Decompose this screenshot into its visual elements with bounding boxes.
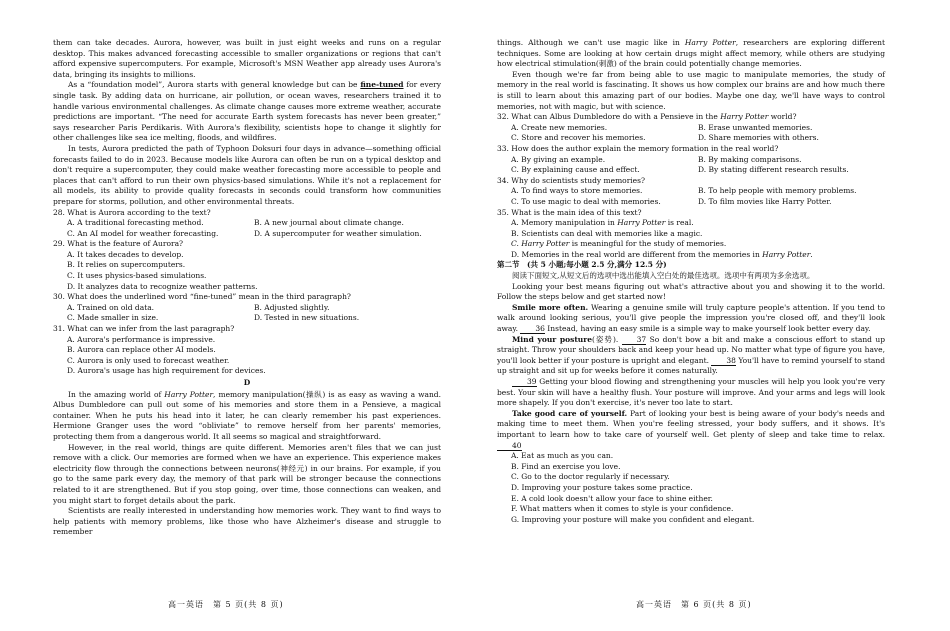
question-33-options: [497, 155, 885, 176]
option: A. A traditional forecasting method.: [67, 218, 204, 228]
option: C. By explaining cause and effect.: [511, 165, 640, 175]
option: D. Share memories with others.: [698, 133, 819, 143]
question-35-options: [497, 218, 885, 260]
question-35: 35. What is the main idea of this text?: [497, 207, 642, 217]
question-31: 31. What can we infer from the last paragraph?: [53, 324, 235, 334]
gap-fill-paragraph: Take good care of yourself. Part of looking your best is being aware of your body's needs and making time to meet them. When you're feeling stressed, your body suffers, and it shows. It's important to learn how to take care of yourself well. Get plenty of sleep and take time to relax. 40: [497, 408, 885, 450]
right-column: [497, 38, 885, 525]
question-30-options: [53, 303, 441, 324]
gap-fill-paragraph: Looking your best means figuring out what's attractive about you and showing it to the world. Follow the steps below and get started now!: [497, 281, 885, 302]
option: A. By giving an example.: [511, 154, 606, 164]
option: C. To use magic to deal with memories.: [511, 196, 661, 206]
question-30: 30. What does the underlined word “fine-tuned” mean in the third paragraph?: [53, 292, 351, 302]
underlined-word: fine-tuned: [360, 80, 404, 90]
gap-option: D. Improving your posture takes some practice.: [511, 482, 693, 492]
question-32: 32. What can Albus Dumbledore do with a Pensieve in the Harry Potter world?: [497, 112, 797, 122]
option: A. Create new memories.: [511, 122, 608, 132]
passage-c-paragraph: them can take decades. Aurora, however, was built in just eight weeks and runs on a regular desktop. This makes advanced forecasting accessible to smaller organizations or regions that can't afford expensive supercomputers. For example, Microsoft's MSN Weather app already uses Aurora's data, bringing its insights to millions.: [53, 38, 441, 79]
passage-d-label: D: [243, 378, 251, 387]
option: C. Store and recover his memories.: [511, 133, 646, 143]
passage-c-paragraph: In tests, Aurora predicted the path of Typhoon Doksuri four days in advance—something official forecasts failed to do in 2023. Because models like Aurora can often be run on a typical desktop and don't require a supercomputer, they could make weather forecasting more accessible to people and places that can't afford to run their own physics-based simulations. While it's not a replacement for all models, its ability to provide quality forecasts in seconds could transform how communities prepare for storms, pollution, and other environmental threats.: [53, 143, 441, 206]
option: C. An AI model for weather forecasting.: [67, 228, 219, 238]
gap-fill-paragraph: Mind your posture(姿势). 37 So don't bow a bit and make a conscious effort to stand up straight. Throw your shoulders back and keep your head up. No matter what type of figure you have, you'll look better if your posture is upright and elegant. 38 You'll have to remind yourself to stand up straight and sit up for weeks before it comes naturally.: [497, 334, 886, 376]
passage-d-paragraph: However, in the real world, things are quite different. Memories aren't files that we can just remove with a click. Our memories are formed when we have an experience. This experience makes electricity flow through the connections between neurons(神经元) in our brains. For example, if you go to the same park every day, the memory of that park will be stronger because the connections related to it are strengthened. But if you stop going, over time, those connections can weaken, and you might start to forget details about the park.: [53, 442, 441, 505]
blank-39: 39: [512, 377, 537, 387]
option: A. Aurora's performance is impressive.: [67, 334, 216, 344]
option: D. Tested in new situations.: [254, 313, 360, 323]
blank-38: 38: [711, 356, 736, 366]
option: D. Memories in the real world are different from the memories in Harry Potter.: [511, 249, 813, 259]
question-31-options: [53, 335, 441, 377]
option: D. It analyzes data to recognize weather patterns.: [67, 281, 258, 291]
gap-fill-paragraph: Smile more often. Wearing a genuine smile will truly capture people's attention. If you tend to walk around looking serious, you'll give people the impression you're closed off, and they'll look away. 36 Instead, having an easy smile is a simple way to make yourself look better every day.: [497, 302, 885, 334]
option: C. Aurora is only used to forecast weather.: [67, 355, 230, 365]
passage-d-paragraph: Even though we're far from being able to use magic to manipulate memories, the study of memory in the real world is fascinating. It shows us how complex our brains are and how much there is still to learn about this amazing part of our bodies. Maybe one day, we'll have ways to control memories, not with magic, but with science.: [497, 69, 885, 111]
question-28-options: [53, 218, 441, 239]
blank-36: 36: [520, 324, 545, 334]
option: C. Made smaller in size.: [67, 313, 159, 323]
option: D. By stating different research results.: [698, 165, 849, 175]
question-34: 34. Why do scientists study memories?: [497, 175, 645, 185]
question-28: 28. What is Aurora according to the text?: [53, 207, 211, 217]
gap-fill-paragraph: 39 Getting your blood flowing and strengthening your muscles will help you look you're very best. Your skin will have a healthy flush. Your posture will improve. And your arms and legs will look more shapely. If you don't exercise, it's never too late to start.: [497, 377, 885, 408]
option: C. Harry Potter is meaningful for the study of memories.: [511, 239, 727, 249]
blank-40: 40: [497, 441, 522, 451]
option: B. To help people with memory problems.: [698, 186, 857, 196]
question-29: 29. What is the feature of Aurora?: [53, 239, 184, 249]
option: D. A supercomputer for weather simulation.: [254, 228, 422, 238]
option: B. A new journal about climate change.: [254, 218, 404, 228]
option: D. To film movies like Harry Potter.: [698, 196, 832, 206]
left-column: [53, 38, 441, 538]
gap-option: A. Eat as much as you can.: [511, 451, 614, 461]
option: A. It takes decades to develop.: [67, 249, 184, 259]
section-title: 第二节 (共 5 小题;每小题 2.5 分,满分 12.5 分): [497, 260, 667, 270]
question-32-options: [497, 123, 885, 144]
option: B. Erase unwanted memories.: [698, 122, 813, 132]
gap-option: G. Improving your posture will make you confident and elegant.: [511, 514, 755, 524]
passage-d-paragraph: Scientists are really interested in understanding how memories work. They want to find ways to help patients with memory problems, like those who have Alzheimer's disease and struggle to remember: [53, 506, 441, 537]
option: B. Adjusted slightly.: [254, 302, 330, 312]
question-29-options: [53, 250, 441, 292]
option: A. Trained on old data.: [67, 302, 155, 312]
gap-option: C. Go to the doctor regularly if necessary.: [511, 472, 670, 482]
option: C. It uses physics-based simulations.: [67, 271, 207, 281]
section-instructions: 阅读下面短文,从短文后的选项中选出能填入空白处的最佳选项。选项中有两项为多余选项。: [512, 271, 815, 281]
option: B. By making comparisons.: [698, 154, 802, 164]
option: B. It relies on supercomputers.: [67, 260, 186, 270]
option: D. Aurora's usage has high requirement for devices.: [67, 366, 266, 376]
gap-option: E. A cold look doesn't allow your face to shine either.: [511, 493, 713, 503]
option: A. Memory manipulation in Harry Potter is real.: [511, 218, 694, 228]
option: B. Scientists can deal with memories like a magic.: [511, 228, 703, 238]
option: A. To find ways to store memories.: [511, 186, 643, 196]
page-footer: 高一英语 第 6 页(共 8 页): [636, 600, 752, 609]
page-footer: 高一英语 第 5 页(共 8 页): [168, 600, 284, 609]
gap-option: F. What matters when it comes to style is your confidence.: [511, 504, 734, 514]
blank-37: 37: [622, 335, 647, 345]
passage-d-paragraph: things. Although we can't use magic like in Harry Potter, researchers are exploring different techniques. Some are looking at how certain drugs might affect memory, while others are studying how electrical stimulation(刺激) of the brain could potentially change memories.: [497, 38, 885, 69]
question-33: 33. How does the author explain the memory formation in the real world?: [497, 143, 779, 153]
question-34-options: [497, 186, 885, 207]
option: B. Aurora can replace other AI models.: [67, 345, 216, 355]
gap-option: B. Find an exercise you love.: [511, 461, 621, 471]
passage-d-paragraph: In the amazing world of Harry Potter, memory manipulation(操纵) is as easy as waving a wand. Albus Dumbledore can pull out some of his memories and store them in a Pensieve, a magical container. When he puts his head into it later, he can clearly remember his past experiences. Hermione Granger uses the word “obliviate” to remove herself from her parents' memories, protecting them from a dangerous world. It all seems so magical and straightforward.: [53, 389, 441, 441]
passage-c-paragraph: As a “foundation model”, Aurora starts with general knowledge but can be fine-tuned for every single task. By adding data on hurricane, air pollution, or ocean waves, researchers trained it to handle various environmental challenges. As climate change causes more extreme weather, accurate predictions are important. “The need for accurate Earth system forecasts has never been greater,” says researcher Paris Perdikaris. With Aurora's flexibility, scientists hope to change it slightly for other challenges like sea ice melting, floods, and wildfires.: [53, 80, 441, 143]
